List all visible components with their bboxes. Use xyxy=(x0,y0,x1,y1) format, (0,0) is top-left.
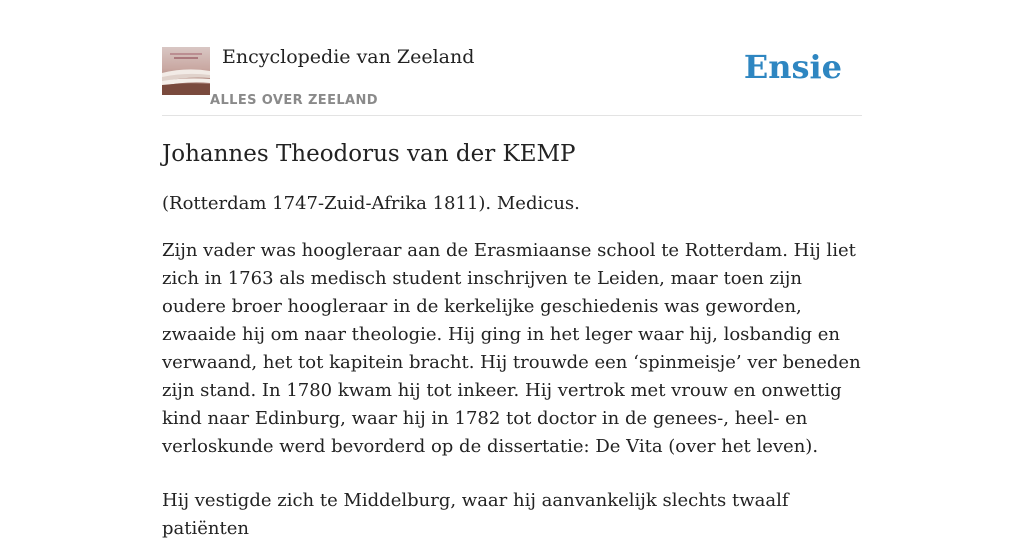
ensie-logo-link[interactable]: Ensie xyxy=(743,48,842,86)
article-intro: (Rotterdam 1747-Zuid-Afrika 1811). Medicus. xyxy=(162,193,580,214)
site-avatar-book-pages-icon[interactable] xyxy=(162,47,210,95)
site-name[interactable]: Encyclopedie van Zeeland xyxy=(222,46,475,68)
article-paragraph: Hij vestigde zich te Middelburg, waar hij aanvankelijk slechts twaalf patiënten xyxy=(162,490,789,539)
article xyxy=(162,138,862,543)
site-tagline: ALLES OVER ZEELAND xyxy=(210,93,378,108)
article-paragraph: Zijn vader was hoogleraar aan de Erasmiaanse school te Rotterdam. Hij liet zich in 1763 als medisch student inschrijven te Leiden, maar toen zijn oudere broer hoogleraar in de kerkelijke geschiedenis was geworden, zwaaide hij om naar theologie. Hij ging in het leger waar hij, losbandig en verwaand, het tot kapitein bracht. Hij trouwde een ‘spinmeisje’ ver beneden zijn stand. In 1780 kwam hij tot inkeer. Hij vertrok met vrouw en onwettig kind naar Edinburg, waar hij in 1782 tot doctor in de genees-, heel- en verloskunde werd bevorderd op de dissertatie: De Vita (over het leven). xyxy=(162,240,861,457)
article-title: Johannes Theodorus van der KEMP xyxy=(162,141,576,167)
site-header xyxy=(162,44,862,116)
